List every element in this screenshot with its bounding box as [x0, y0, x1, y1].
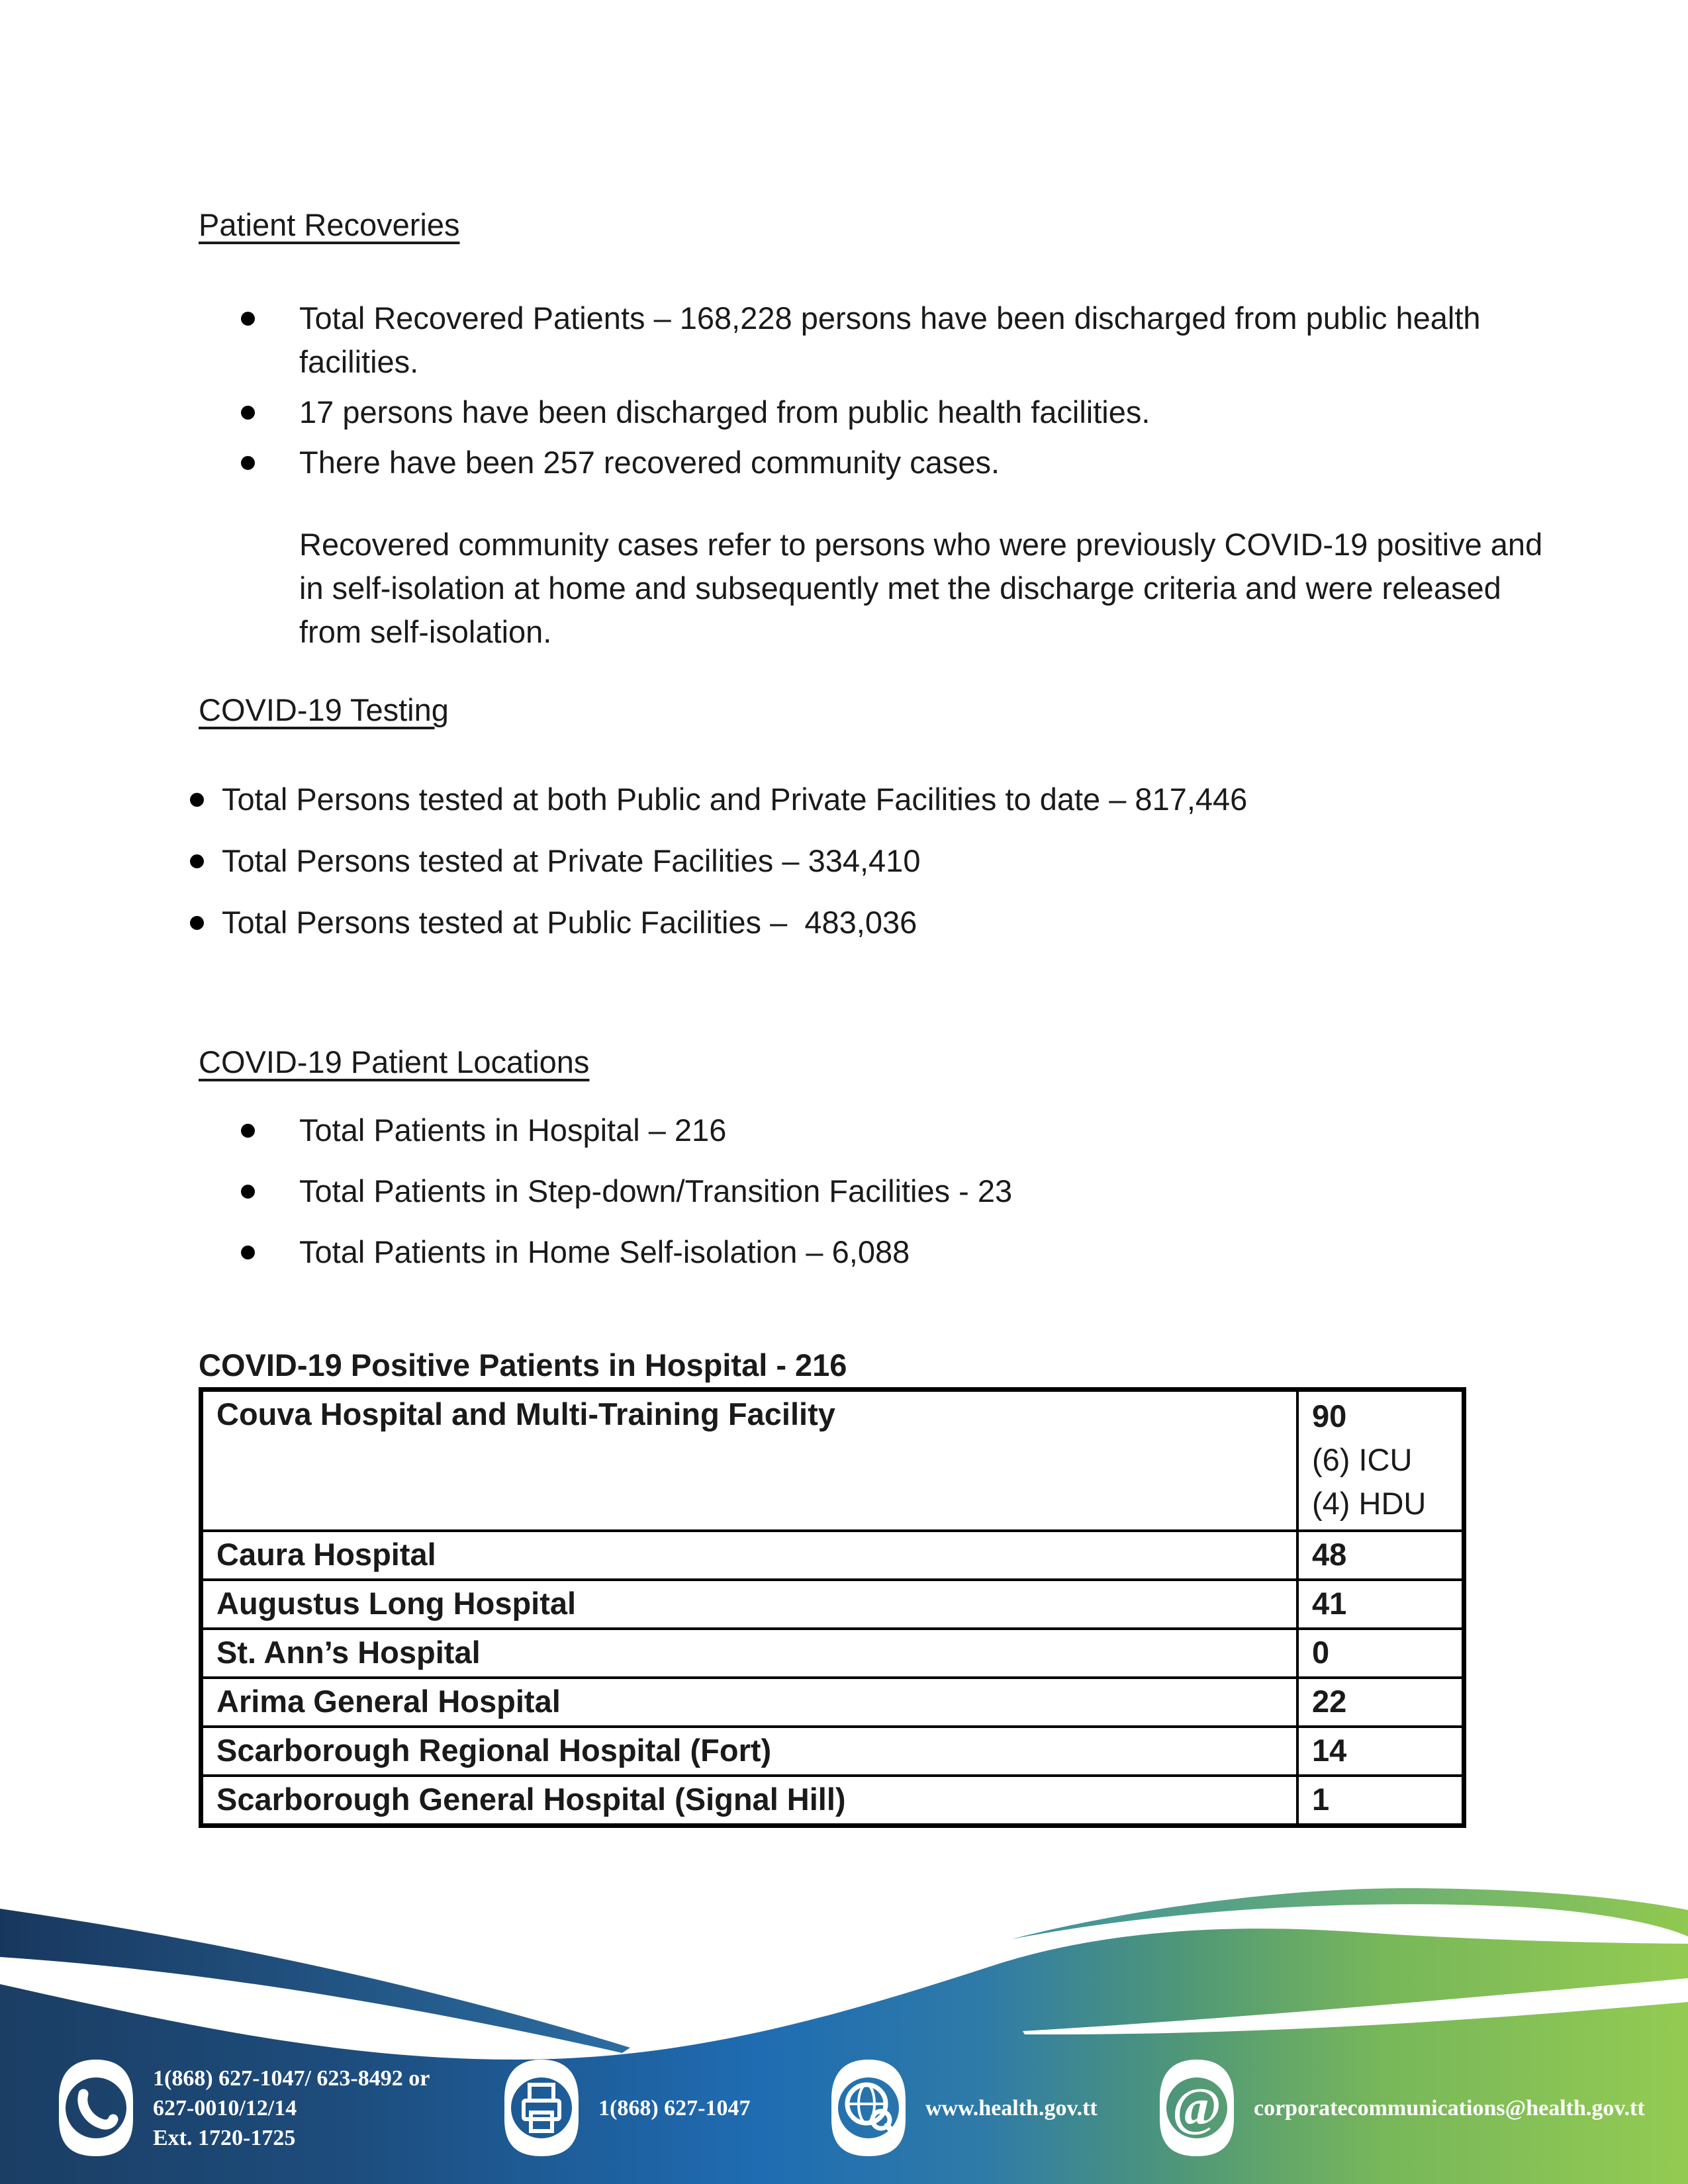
green-top-swoosh	[1011, 1888, 1688, 1939]
count-cell	[1297, 1390, 1464, 1531]
list-item: Total Recovered Patients – 168,228 persons have been discharged from public health facilities.	[240, 296, 1549, 384]
hospital-table-title: COVID-19 Positive Patients in Hospital - 216	[199, 1347, 847, 1383]
table-row	[201, 1390, 1464, 1531]
count-cell: 41	[1297, 1580, 1464, 1629]
count-cell: 1	[1297, 1776, 1464, 1826]
recoveries-bullet-list	[240, 296, 1549, 484]
list-item: Total Patients in Step-down/Transition Facilities - 23	[240, 1169, 1549, 1213]
phone-line: 1(868) 627-1047/ 623-8492 or	[153, 2066, 430, 2091]
list-item: Total Patients in Home Self-isolation – 6,088	[240, 1230, 1549, 1274]
count-cell: 0	[1297, 1629, 1464, 1678]
website-url: www.health.gov.tt	[925, 2095, 1098, 2120]
list-item: Total Persons tested at Private Facilities – 334,410	[189, 839, 1549, 883]
svg-text:@: @	[1172, 2078, 1222, 2136]
footer-email-contact	[1157, 2058, 1645, 2158]
facility-cell: Arima General Hospital	[201, 1678, 1298, 1727]
facility-cell: Augustus Long Hospital	[201, 1580, 1298, 1629]
footer-fax-contact	[502, 2058, 750, 2158]
section-heading-covid-testing: COVID-19 Testing	[199, 692, 449, 727]
phone-icon	[56, 2058, 136, 2158]
email-address: corporatecommunications@health.gov.tt	[1254, 2095, 1645, 2120]
at-icon	[1157, 2058, 1237, 2158]
list-item: Total Patients in Hospital – 216	[240, 1109, 1549, 1152]
footer-website-contact	[829, 2058, 1098, 2158]
footer-banner	[0, 1840, 1688, 2184]
facility-cell: Caura Hospital	[201, 1531, 1298, 1580]
recovered-community-note: Recovered community cases refer to persons who were previously COVID-19 positive and in self-isolation at home and subsequently met the discharge criteria and were released from self-isolation.	[299, 527, 1543, 649]
list-item: Total Persons tested at Public Facilities – 483,036	[189, 901, 1549, 944]
count-cell: 48	[1297, 1531, 1464, 1580]
phone-line: Ext. 1720-1725	[153, 2125, 296, 2150]
table-row	[201, 1531, 1464, 1580]
globe-icon	[829, 2058, 908, 2158]
section-heading-patient-locations: COVID-19 Patient Locations	[199, 1044, 590, 1079]
fax-icon	[502, 2058, 581, 2158]
count-cell: 22	[1297, 1678, 1464, 1727]
facility-cell: Scarborough Regional Hospital (Fort)	[201, 1727, 1298, 1776]
list-item: There have been 257 recovered community cases.	[240, 441, 1549, 484]
facility-cell: Couva Hospital and Multi-Training Facility	[201, 1390, 1298, 1531]
icu-detail: (6) ICU	[1312, 1442, 1413, 1477]
count-cell: 14	[1297, 1727, 1464, 1776]
footer-phone-contact	[56, 2058, 430, 2158]
hdu-detail: (4) HDU	[1312, 1486, 1427, 1521]
document-content	[199, 203, 1549, 1828]
list-item: 17 persons have been discharged from public health facilities.	[240, 390, 1549, 434]
phone-numbers	[153, 2064, 430, 2153]
section-heading-patient-recoveries: Patient Recoveries	[199, 207, 460, 242]
fax-number: 1(868) 627-1047	[598, 2095, 751, 2120]
facility-cell: Scarborough General Hospital (Signal Hill)	[201, 1776, 1298, 1826]
facility-cell: St. Ann’s Hospital	[201, 1629, 1298, 1678]
table-row	[201, 1580, 1464, 1629]
table-row	[201, 1727, 1464, 1776]
table-row	[201, 1678, 1464, 1727]
phone-line: 627-0010/12/14	[153, 2095, 297, 2120]
hospital-table	[199, 1387, 1466, 1828]
table-row	[201, 1776, 1464, 1826]
testing-bullet-list	[189, 778, 1549, 944]
locations-bullet-list	[240, 1109, 1549, 1274]
list-item: Total Persons tested at both Public and Private Facilities to date – 817,446	[189, 778, 1549, 821]
patient-count: 90	[1312, 1398, 1347, 1433]
table-row	[201, 1629, 1464, 1678]
